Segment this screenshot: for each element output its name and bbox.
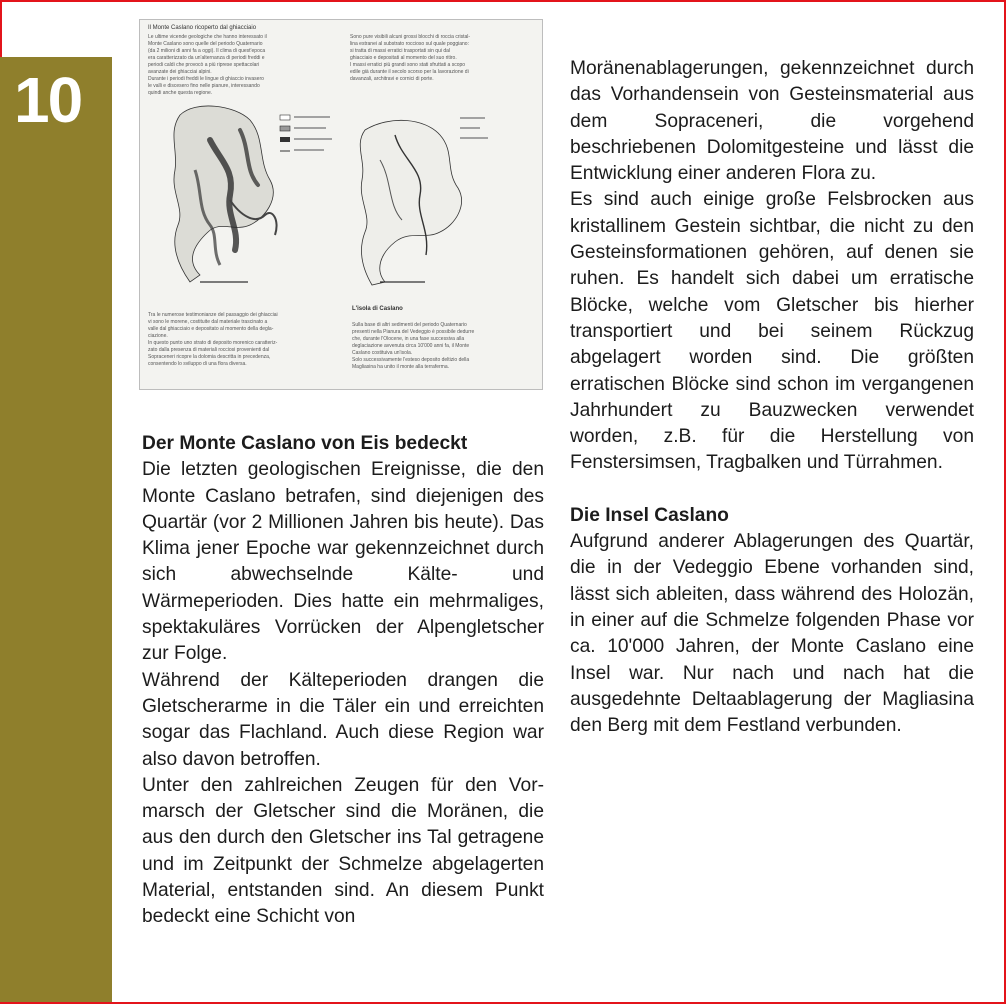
section-heading-ice: Der Monte Caslano von Eis bedeckt [142, 433, 468, 454]
paragraph: Die letzten geologischen Ereignisse, die den Monte Caslano betrafen, sind diejenigen des Quartär (vor 2 Millionen Jahren bis heute). Das Klima jener Epoche war gekennzeichnet durch sich abwechselnde Kälte- und Wärmeperioden. Dies hatte ein mehrmaliges, spektakuläres Vorrücken der Alpengletscher zur Folge. [142, 459, 544, 665]
paragraph: Unter den zahlreichen Zeugen für den Vormarsch der Gletscher sind die Moränen, die aus den durch den Gletscher ins Tal getragene und im Zeitpunkt der Schmelze abgelagerten Material, entstanden sind. An diesem Punkt bedeckt eine Schicht von [142, 774, 544, 928]
figure-title: Il Monte Caslano ricoperto dal ghiacciaio [148, 25, 257, 31]
left-text-column [142, 431, 544, 931]
paragraph: Moränenablagerungen, gekennzeichnet durch das Vorhandensein von Gesteinsmaterial aus dem Sopraceneri, die vorgehend beschriebenen Dolomitgesteine und lässt die Entwicklung einer anderen Flora zu. [570, 58, 974, 185]
page-number: 10 [14, 64, 82, 136]
section-heading-island: Die Insel Caslano [570, 504, 729, 526]
glacier-map-outline [174, 106, 273, 282]
figure-panel [139, 19, 543, 390]
legend-swatch-1 [280, 115, 290, 120]
figure-caption-left-top: Le ultime vicende geologiche che hanno interessato il Monte Caslano sono quelle del periodo Quaternario (da 2 milioni di anni fa a oggi). Il clima di quest'epoca era caratterizzato da un'alternanza di periodi freddi e periodi caldi che provocò a più riprese spettacolari avanzate dei ghiacciai alpini. Durante i periodi freddi le lingue di ghiaccio invasero le valli e discesero fino nelle pianure, interessando quindi anche questa regione. [148, 34, 267, 96]
figure-caption-right-bottom: Sulla base di altri sedimenti del periodo Quaternario presenti nella Pianura del Vedeggio è possibile dedurre che, durante l'Olocene, in una fase successiva alla deglaciazione avvenuta circa 10'000 anni fa, il Monte Caslano costituiva un'isola. Solo successivamente l'esteso deposito deltizio della Magliasina ha unito il monte alla terraferma. [352, 322, 475, 370]
legend-swatch-3 [280, 137, 290, 142]
figure-caption-right-top: Sono pure visibili alcuni grossi blocchi di roccia cristal- lina estranei al substrato roccioso sul quale poggiano: si tratta di massi erratici trasportati sin qui dal ghiacciaio e depositati al momento del suo ritiro. I massi erratici più grandi sono stati sfruttati a scopo edile già durante il secolo scorso per la lavorazione di davanzali, architravi e cornici di porte. [350, 34, 471, 82]
paragraph: Während der Kälteperioden drangen die Gletscherarme in die Täler ein und erreichten sogar das Flachland. Auch diese Region war also davon betroffen. [142, 669, 544, 770]
right-text-column [570, 56, 974, 739]
legend-swatch-2 [280, 126, 290, 131]
island-map-outline [360, 120, 461, 285]
figure-caption-left-bottom: Tra le numerose testimonianze del passaggio dei ghiacciai vi sono le morene, costituite dal materiale trascinato a valle dal ghiacciaio e depositato al momento della degla- ciazione. In questo punto uno strato di deposito morenico caratteriz- zato dalla presenza di materiali rocciosi provenienti dal Sopraceneri ricopre la dolomia descritta in precedenza, consentendo lo sviluppo di una flora diversa. [148, 312, 278, 367]
paragraph: Aufgrund anderer Ablagerungen des Quartär, die in der Vedeggio Ebene vorhanden sind, lässt sich ableiten, dass während des Holozän, in einer auf die Schmelze folgenden Phase vor ca. 10'000 Jahren, der Monte Caslano eine Insel war. Nur nach und nach hat die ausgedehnte Deltaablagerung der Magliasina den Berg mit dem Festland verbunden. [570, 531, 974, 737]
paragraph-gap [570, 477, 974, 503]
chapter-band [0, 57, 112, 1002]
paragraph: Es sind auch einige große Felsbrocken aus kristallinem Gestein sichtbar, die nicht zu den Gesteinsformationen gehören, auf denen sie ruhen. Es handelt sich dabei um erratische Blöcke, welche vom Gletscher bis hierher transportiert und bei seinem Rückzug abgelagert worden sind. Die größten erratischen Blöcke sind schon im vergangenen Jahrhundert zu Bauzwecken verwendet worden, z.B. für die Herstellung von Fenstersimsen, Tragbalken und Türrahmen. [570, 189, 974, 474]
figure-subtitle: L'isola di Caslano [352, 306, 403, 312]
